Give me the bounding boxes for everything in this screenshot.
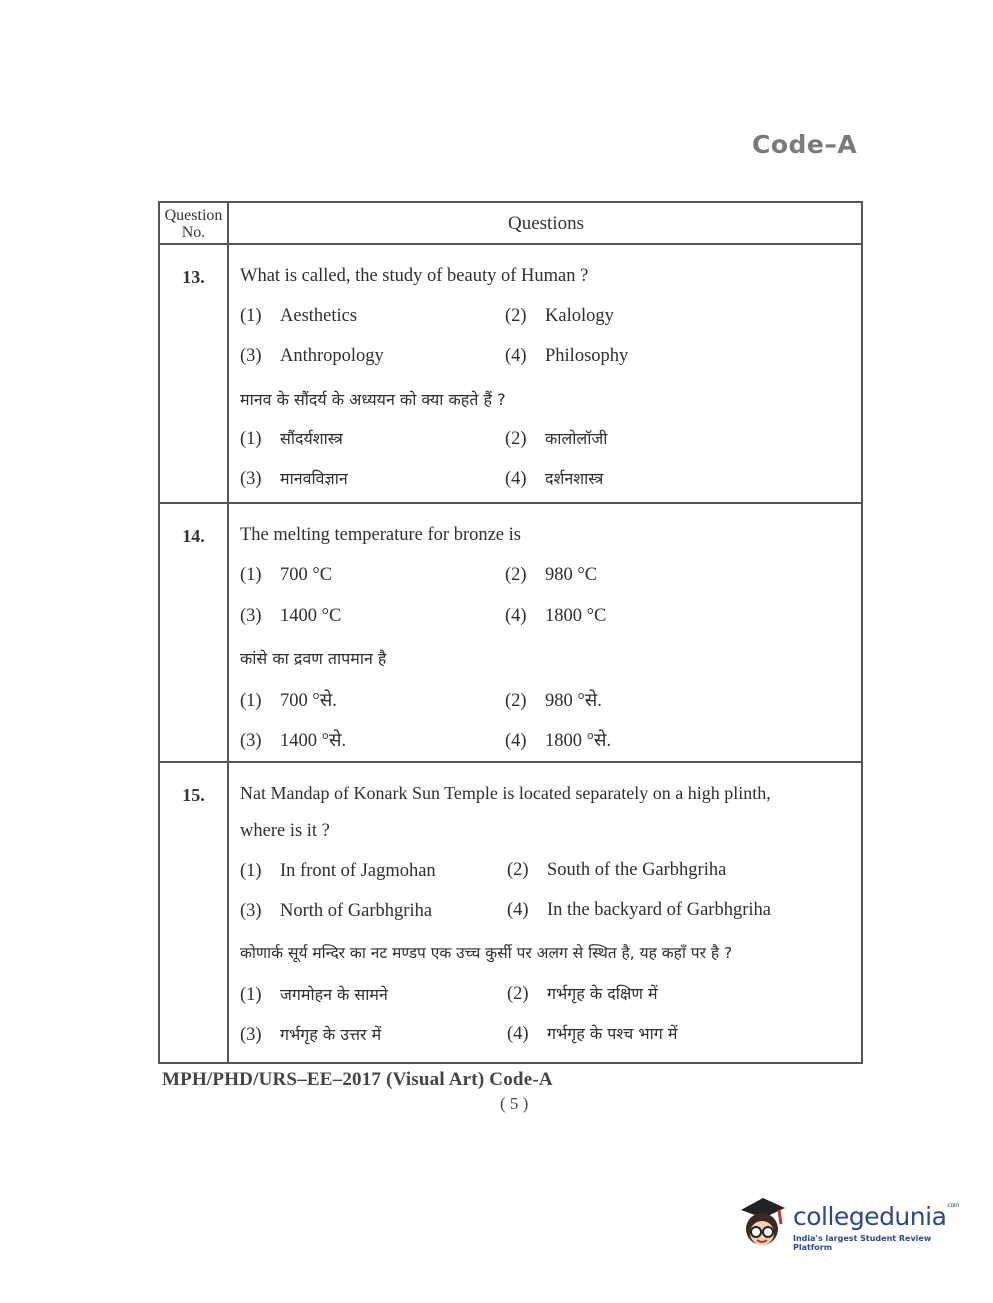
option: (2) South of the Garbhgriha — [507, 860, 727, 880]
row-divider — [160, 761, 861, 763]
option: (1) 700 °C — [240, 565, 333, 585]
option: (4) 1800 °से. — [505, 731, 612, 751]
option: (3) North of Garbhgriha — [240, 901, 433, 921]
question-text-en: The melting temperature for bronze is — [240, 525, 521, 545]
brand-name: collegedunia$^{.com}$ — [793, 1202, 960, 1231]
option: (1) जगमोहन के सामने — [240, 985, 388, 1005]
option: (4) दर्शनशास्त्र — [505, 469, 604, 489]
option: (1) Aesthetics — [240, 306, 358, 326]
brand-tagline: India's largest Student Review Platform — [793, 1234, 932, 1252]
collegedunia-logo — [735, 1196, 965, 1256]
question-text-hi: कोणार्क सूर्य मन्दिर का नट मण्डप एक उच्च कुर्सी पर अलग से स्थित है, यह कहाँ पर है ? — [240, 944, 733, 962]
option: (4) 1800 °C — [505, 606, 607, 626]
question-table — [158, 201, 863, 1064]
mascot-icon — [735, 1196, 791, 1254]
option: (3) गर्भगृह के उत्तर में — [240, 1025, 382, 1045]
option: (1) सौंदर्यशास्त्र — [240, 429, 343, 449]
header-questions: Questions — [508, 213, 584, 234]
question-text-en: Nat Mandap of Konark Sun Temple is located separately on a high plinth, — [240, 783, 771, 803]
option: (3) मानवविज्ञान — [240, 469, 348, 489]
option: (1) 700 °से. — [240, 691, 337, 711]
page-number: ( 5 ) — [500, 1094, 529, 1113]
option: (2) कालोलॉजी — [505, 429, 608, 449]
option: (2) 980 °से. — [505, 691, 602, 711]
question-text-en-continued: where is it ? — [240, 821, 330, 841]
option: (3) 1400 °C — [240, 606, 342, 626]
header-question-no: Question No. — [164, 207, 223, 241]
question-number: 14. — [182, 526, 205, 546]
option: (4) गर्भगृह के पश्च भाग में — [507, 1024, 678, 1044]
option: (2) गर्भगृह के दक्षिण में — [507, 984, 658, 1004]
option: (3) Anthropology — [240, 346, 384, 366]
question-number: 13. — [182, 267, 205, 287]
option: (3) 1400 °से. — [240, 731, 347, 751]
option: (2) Kalology — [505, 306, 614, 326]
row-divider — [160, 502, 861, 504]
option: (1) In front of Jagmohan — [240, 861, 436, 881]
option: (4) In the backyard of Garbhgriha — [507, 900, 771, 920]
code-label: Code–A — [752, 130, 858, 159]
option: (2) 980 °C — [505, 565, 598, 585]
header-divider — [160, 243, 861, 245]
question-text-en: What is called, the study of beauty of Human ? — [240, 266, 589, 286]
question-text-hi: मानव के सौंदर्य के अध्ययन को क्या कहते हैं ? — [240, 390, 506, 409]
exam-footer: MPH/PHD/URS–EE–2017 (Visual Art) Code-A — [162, 1069, 553, 1090]
option: (4) Philosophy — [505, 346, 629, 366]
question-text-hi: कांसे का द्रवण तापमान है — [240, 649, 387, 668]
question-number: 15. — [182, 785, 205, 805]
column-divider — [227, 203, 229, 1062]
